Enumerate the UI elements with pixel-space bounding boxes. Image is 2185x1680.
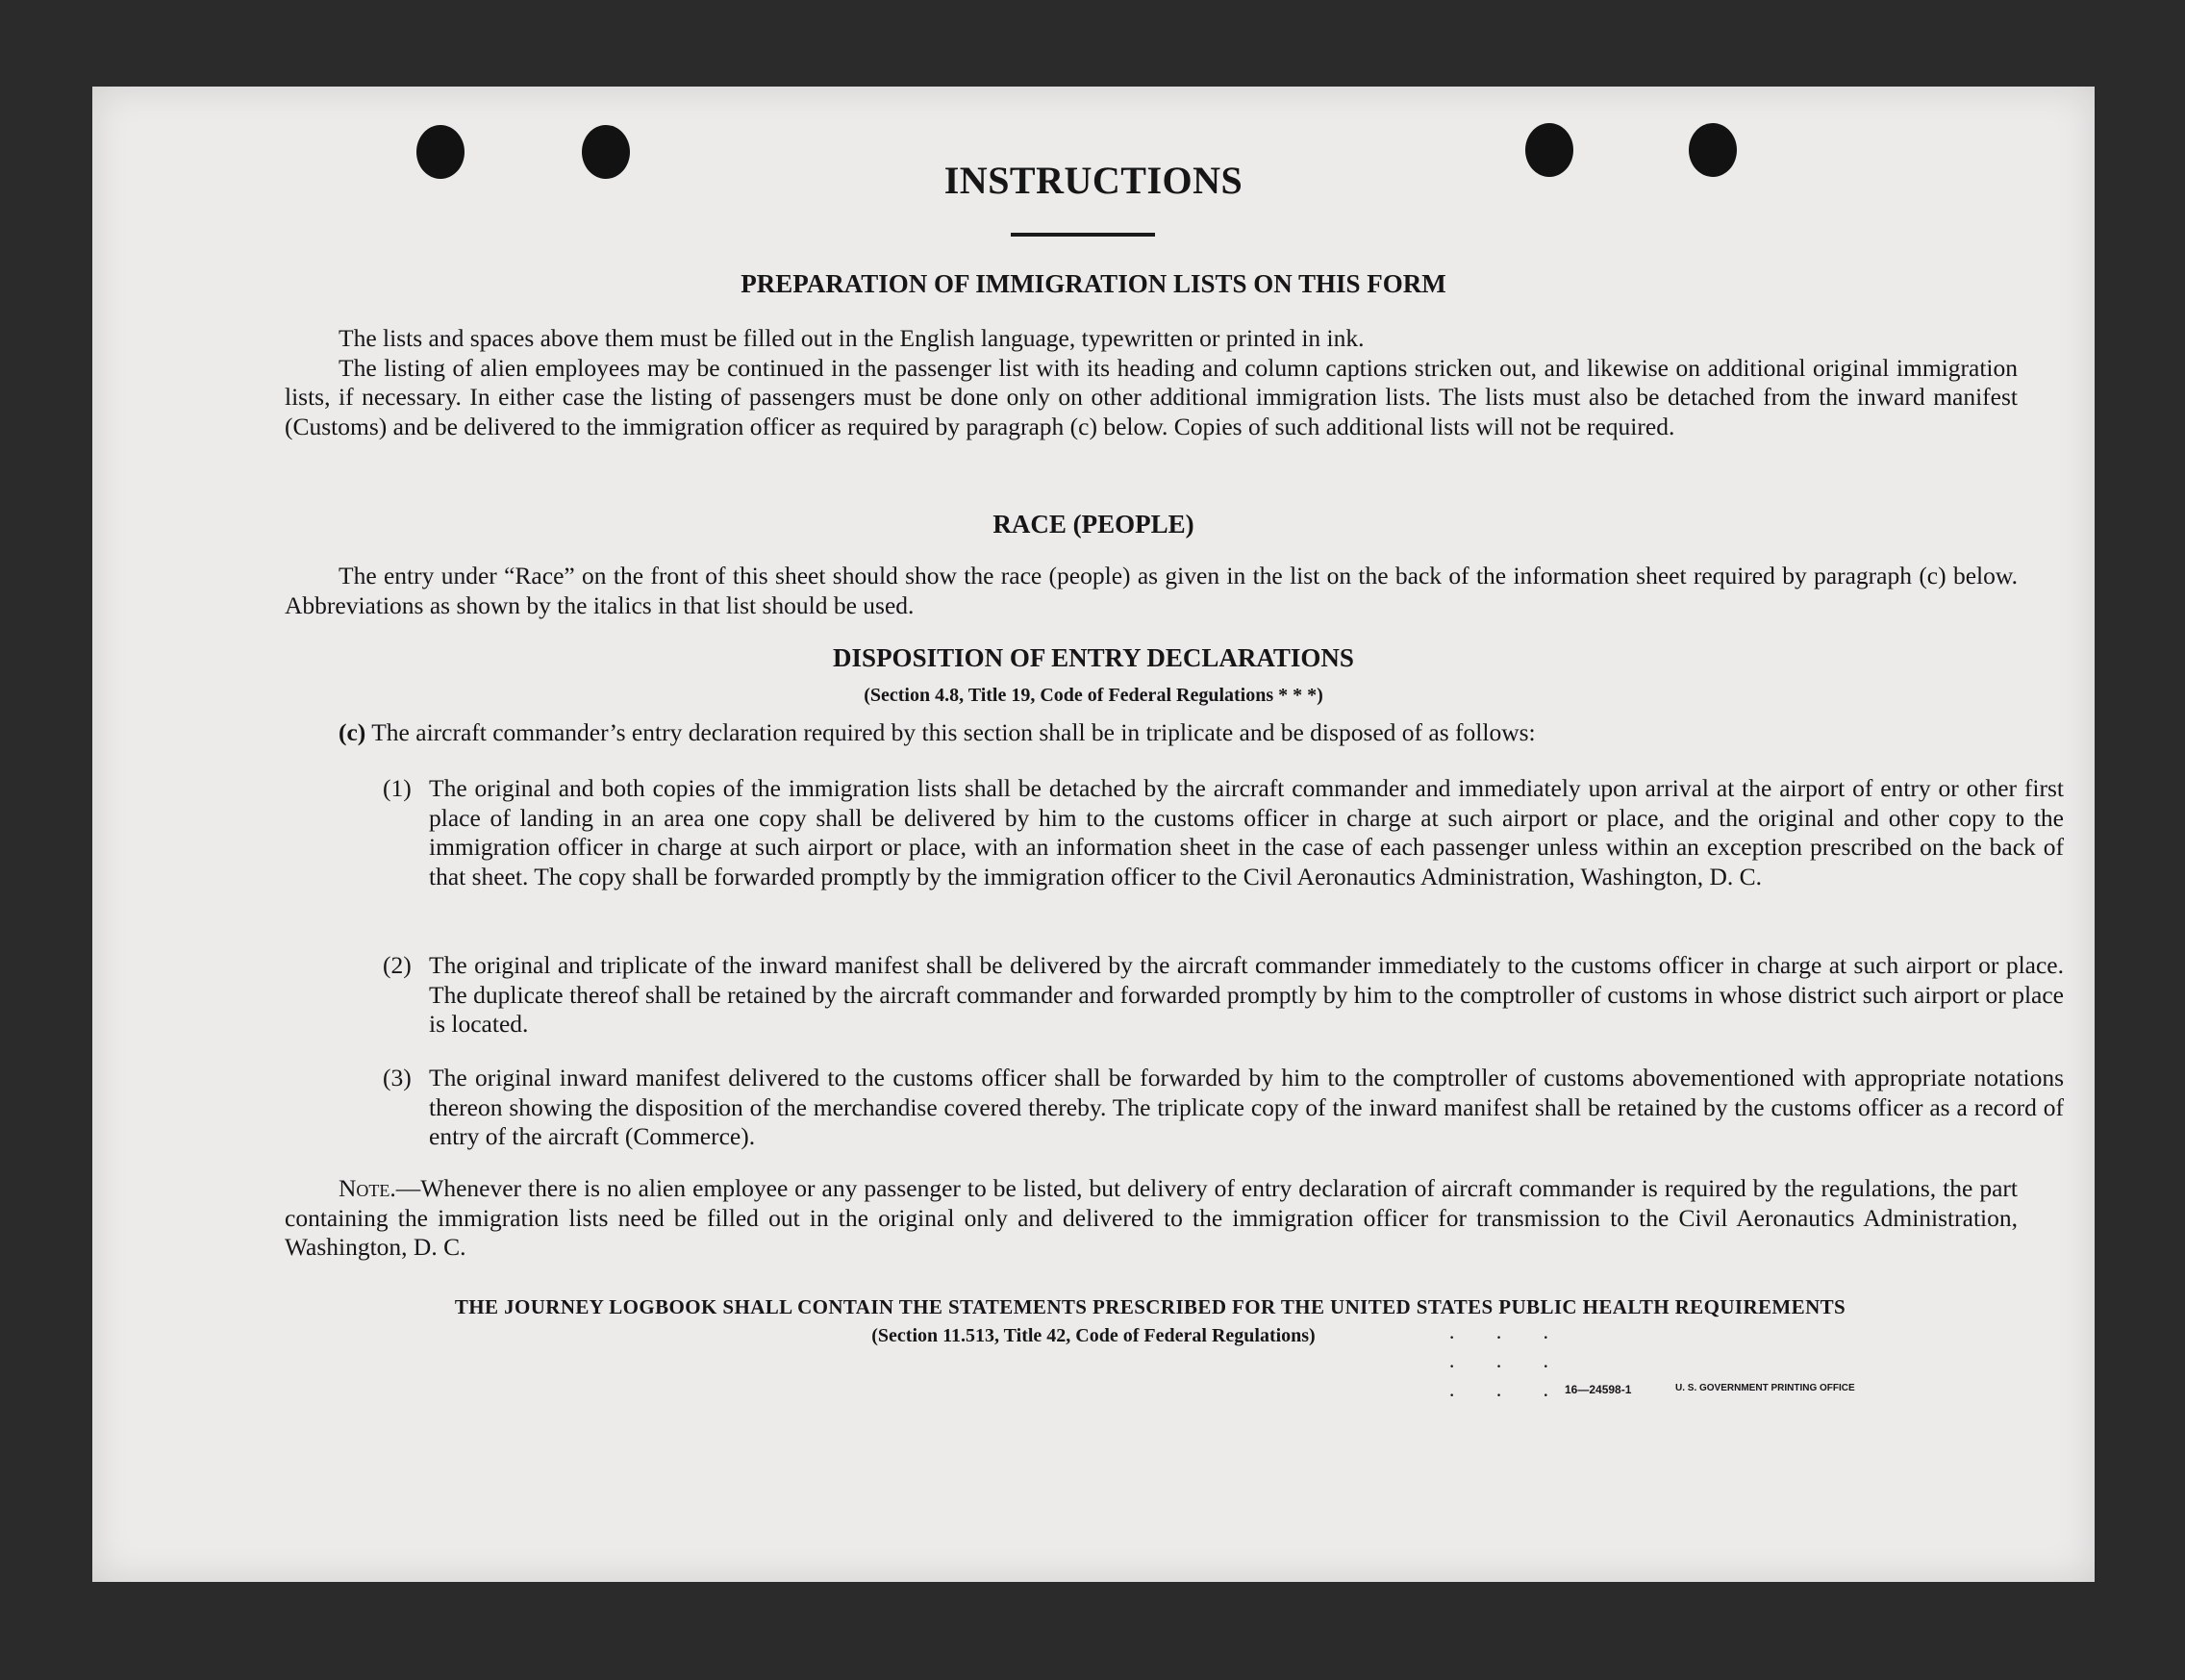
disposition-item-2 <box>383 951 2064 1040</box>
preparation-paragraph: The lists and spaces above them must be filled out in the English language, typewritten or printed in ink. <box>339 324 1365 352</box>
race-text <box>285 562 2018 620</box>
disposition-intro <box>339 718 2018 748</box>
note-body: —Whenever there is no alien employee or any passenger to be listed, but delivery of entry declaration of aircraft commander is required by the regulations, the part containing the immigration lists need be filled out in the original only and delivered to the immigration officer for transmission to the Civil Aeronautics Administration, Washington, D. C. <box>285 1174 2018 1261</box>
note-label: Note. <box>339 1174 396 1202</box>
item-text: The original inward manifest delivered to the customs officer shall be forwarded by him to the comptroller of customs abovementioned with appropriate notations thereon showing the disposition of the merchandise covered thereby. The triplicate copy of the inward manifest shall be retained by the customs officer as a record of entry of the aircraft (Commerce). <box>429 1064 2064 1150</box>
logbook-citation: (Section 11.513, Title 42, Code of Federal Regulations) <box>871 1325 1316 1346</box>
disposition-citation: (Section 4.8, Title 19, Code of Federal Regulations * * *) <box>864 685 1323 706</box>
disposition-item-3 <box>383 1064 2064 1152</box>
decorative-dots: · · · <box>1448 1354 1567 1378</box>
decorative-dots: · · · <box>1448 1325 1567 1349</box>
item-number: (3) <box>383 1064 412 1091</box>
title-underline <box>1011 233 1155 237</box>
section-heading-preparation: PREPARATION OF IMMIGRATION LISTS ON THIS FORM <box>741 269 1446 298</box>
preparation-text <box>285 324 2018 441</box>
item-number: (1) <box>383 774 412 802</box>
note-text <box>285 1174 2018 1263</box>
paragraph-label: (c) <box>339 718 366 746</box>
form-number: 16—24598-1 <box>1565 1383 1632 1396</box>
disposition-intro-text: The aircraft commander’s entry declaration required by this section shall be in triplicate and be disposed of as follows: <box>371 718 1536 746</box>
section-heading-disposition: DISPOSITION OF ENTRY DECLARATIONS <box>833 643 1354 672</box>
logbook-statement: THE JOURNEY LOGBOOK SHALL CONTAIN THE STATEMENTS PRESCRIBED FOR THE UNITED STATES PUBLIC HEALTH REQUIREMENTS <box>454 1295 1846 1318</box>
decorative-dots: · · · <box>1448 1383 1567 1407</box>
item-number: (2) <box>383 951 412 979</box>
disposition-item-1 <box>383 774 2064 891</box>
section-heading-race: RACE (PEOPLE) <box>992 510 1194 539</box>
document-sheet <box>92 87 2095 1582</box>
preparation-paragraph: The listing of alien employees may be continued in the passenger list with its heading and column captions stricken out, and likewise on additional original immigration lists, if necessary. In either case the listing of passengers must be done only on other additional immigration lists. The lists must also be detached from the inward manifest (Customs) and be delivered to the immigration officer as required by paragraph (c) below. Copies of such additional lists will not be required. <box>285 353 2018 440</box>
item-text: The original and both copies of the immigration lists shall be detached by the aircraft commander and immediately upon arrival at the airport of entry or other first place of landing in an area one copy shall be delivered by him to the customs officer in charge at such airport or place, and the original and other copy to the immigration officer in charge at such airport or place, with an information sheet in the case of each passenger unless within an exception prescribed on the back of that sheet. The copy shall be forwarded promptly by the immigration officer to the Civil Aeronautics Administration, Washington, D. C. <box>429 774 2064 890</box>
race-paragraph: The entry under “Race” on the front of this sheet should show the race (people) as given in the list on the back of the information sheet required by paragraph (c) below. Abbreviations as shown by the italics in that list should be used. <box>285 562 2018 619</box>
document-title: INSTRUCTIONS <box>943 159 1243 202</box>
item-text: The original and triplicate of the inward manifest shall be delivered by the aircraft commander immediately to the customs officer in charge at such airport or place. The duplicate thereof shall be retained by the aircraft commander and forwarded promptly by him to the comptroller of customs in whose district such airport or place is located. <box>429 951 2064 1038</box>
printer-imprint: U. S. GOVERNMENT PRINTING OFFICE <box>1675 1383 1855 1393</box>
